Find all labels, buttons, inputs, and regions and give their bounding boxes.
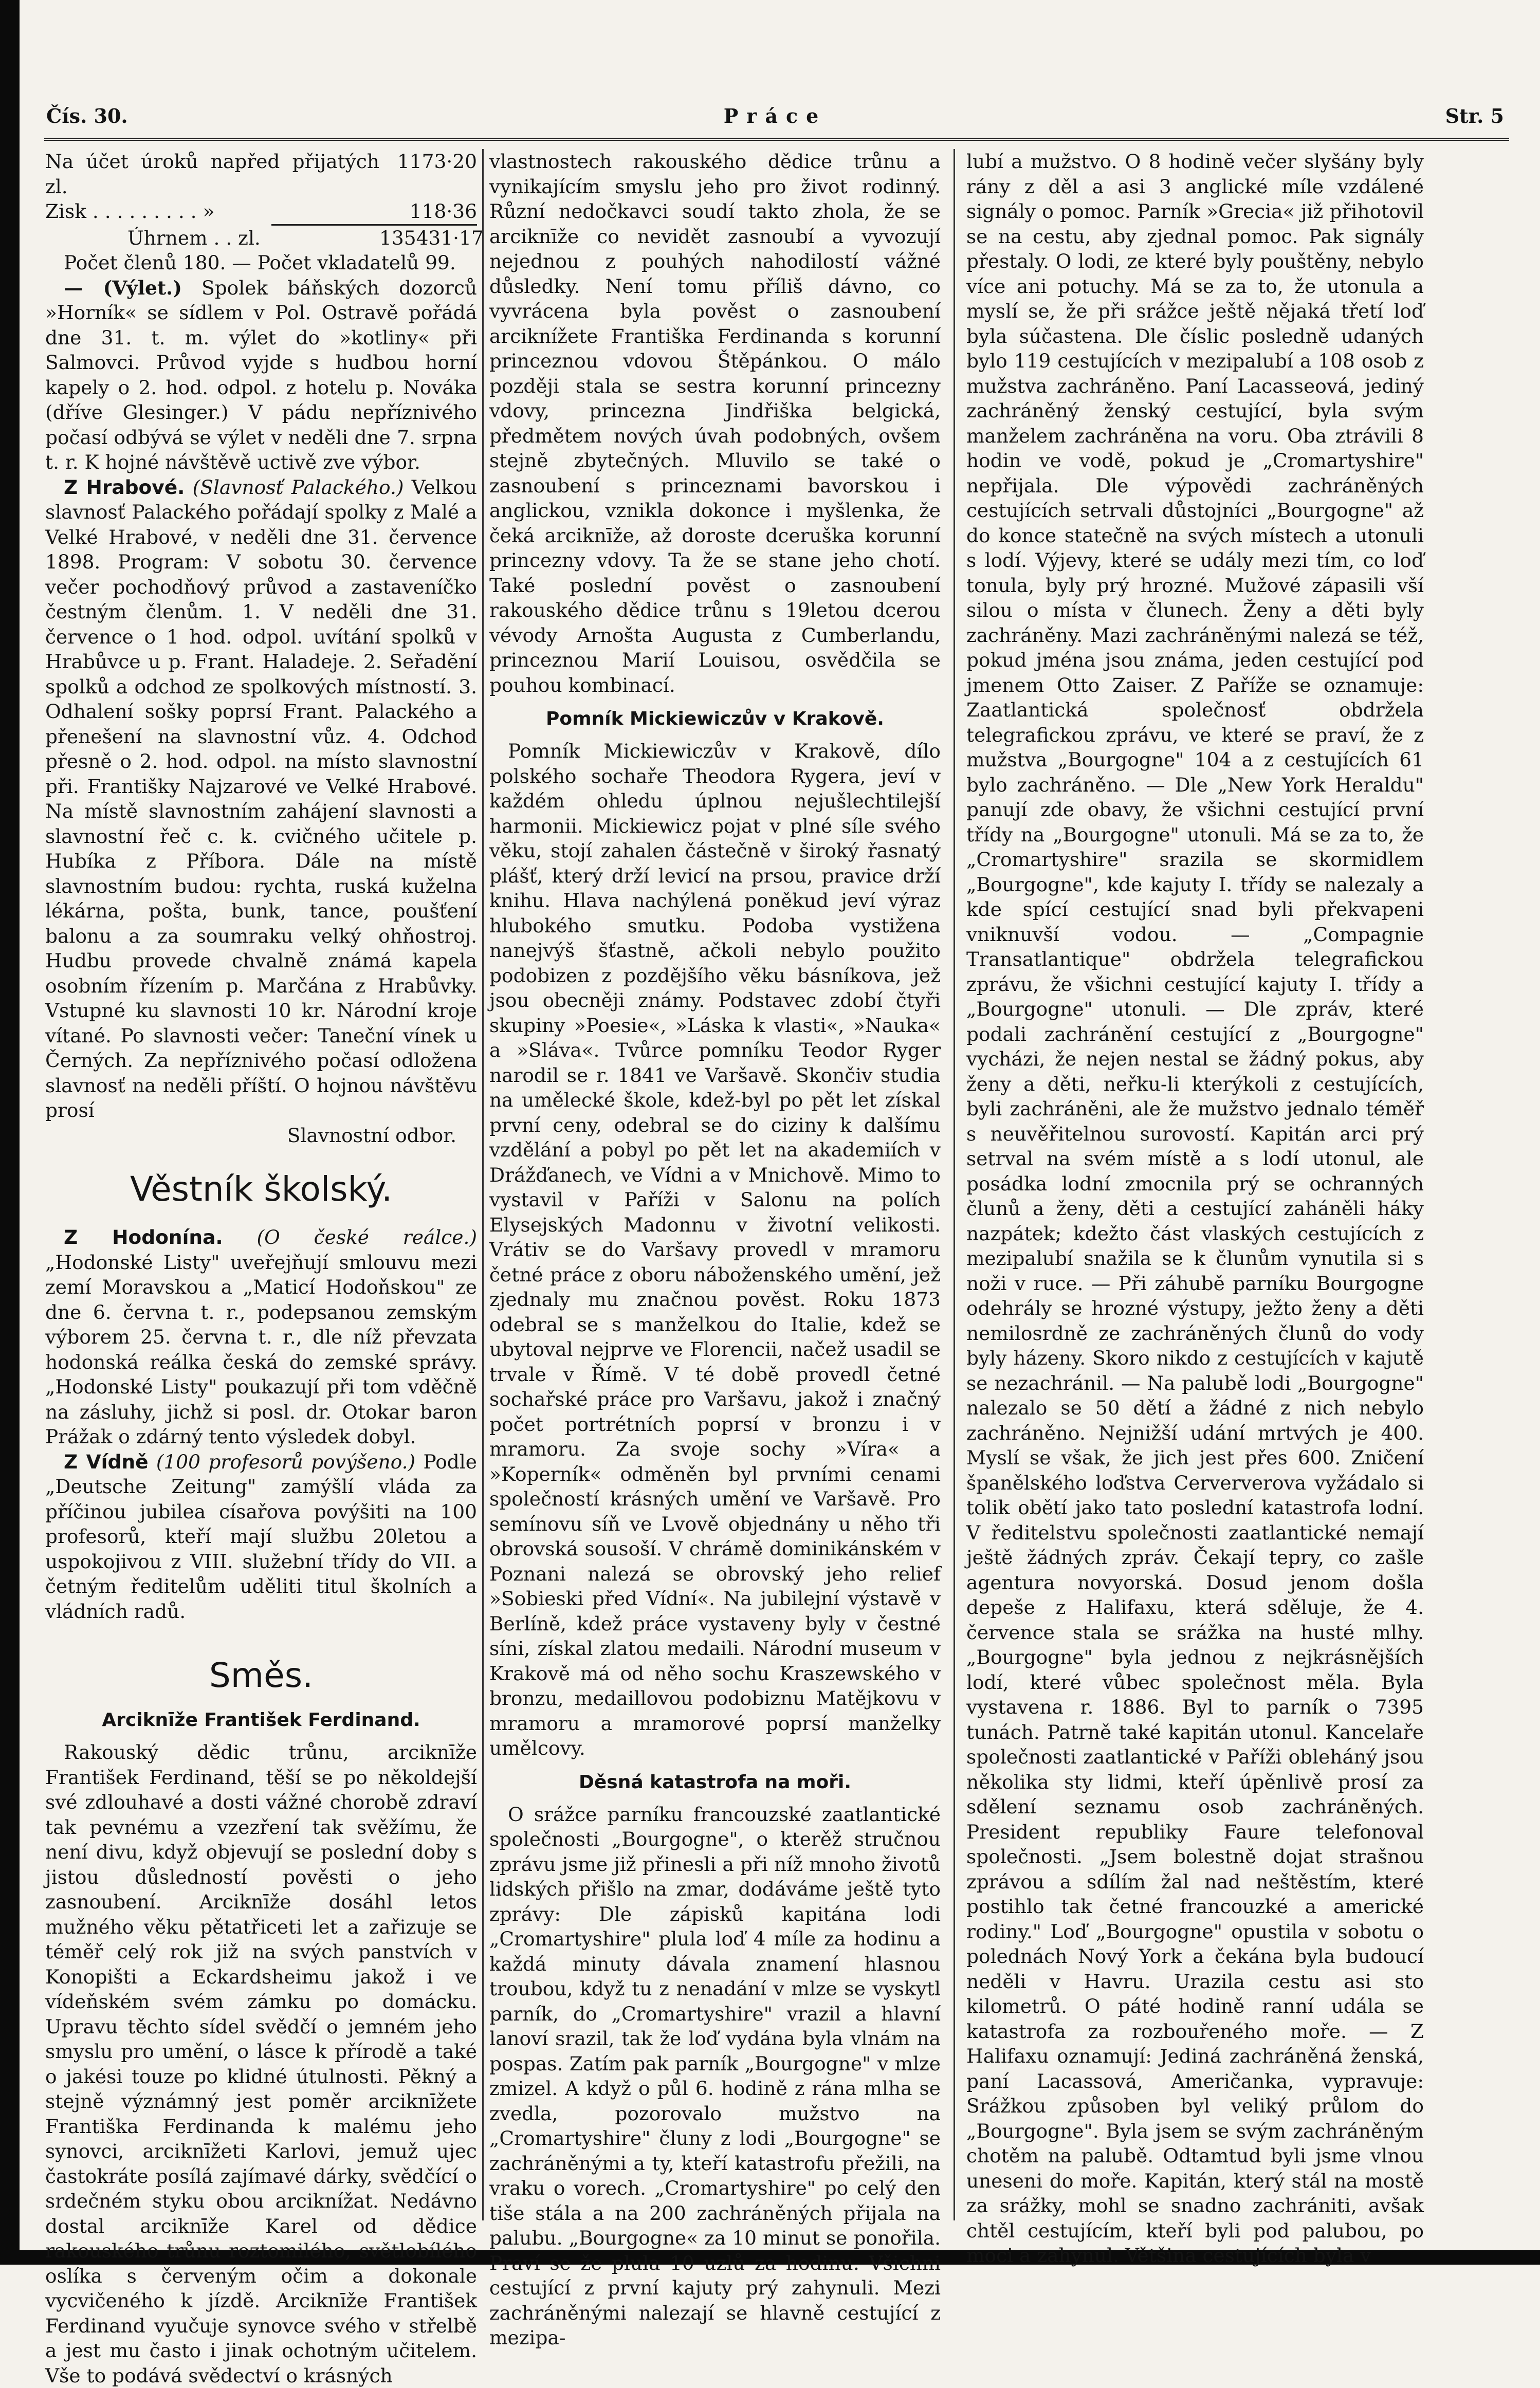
section-title: Směs. (209, 1656, 314, 1695)
header-rule (44, 138, 1509, 141)
paragraph: Počet členů 180. — Počet vkladatelů 99. (64, 251, 456, 274)
article-viden (45, 1449, 477, 1624)
article-subject: (100 profesorů povýšeno.) (148, 1450, 416, 1473)
dateline: Z Hrabové. (64, 475, 185, 499)
article-subject: (Slavnosť Palackého.) (185, 475, 404, 499)
newspaper-title: Práce (723, 104, 827, 127)
account-label: Zisk . . . . . . . . . » (45, 200, 215, 223)
article-text: Podle „Deutsche Zeitung" zamýšlí vláda za příčinou jubilea císařova povýšiti na 100 profesorů, kteří mají službu 20letou a uspokojivou z VIII. služební třídy do VII. a četným ředitelům uděliti titul školních a vládních radů. (45, 1450, 477, 1623)
article-subject: (O české reálce.) (223, 1226, 477, 1248)
account-value: 1173·20 (397, 150, 477, 173)
article-text: vlastnostech rakouského dědice trůnu a vynikajícím smyslu jeho pro život rodinný. Různí nedočkavci soudí takto zhola, že se arciknīže co nevidět zasnoubí a vyvozují nejednou z pouhých nahodilostí vážné důsledky. Není tomu příliš dávno, co vyvrácena byla pověst o zasnoubení arciknížete Františka Ferdinanda s korunní princeznou vdovou Štěpánkou. O málo později stala se sestra korunní princezny vdovy, princezna Jindřiška belgická, předmětem nových úvah podobných, ovšem stejně zbytečných. Mluvilo se také o zasnoubení s princeznami bavorskou i anglickou, vznikla dokonce i myšlenka, že čeká arciknīže, až doroste dceruška korunní princezny vdovy. Ta že se stane jeho chotí. Také poslední pověst o zasnoubení rakouského dědice trůnu s 19letou dcerou vévody Arnošta Augusta z Cumberlandu, princeznou Marií Louisou, osvědčila se pouhou kombinací. (489, 150, 941, 696)
column-divider (954, 149, 955, 2220)
article-title: Pomník Mickiewiczův v Krakově. (545, 708, 884, 729)
column-1 (45, 149, 484, 2387)
dateline: Z Hodonína. (64, 1226, 223, 1248)
article-text: „Hodonské Listy" uveřejňují smlouvu mezi zemí Moravskou a „Maticí Hodoňskou" ze dne 6. června t. r., podepsanou zemským výborem 25. června t. r., dle níž převzata hodonská reálka česká do zemské správy. „Hodonské Listy" poukazují při tom vděčně na zásluhy, jichž si posl. dr. Otokar baron Prážak o zdárný tento výsledek dobyl. (45, 1251, 477, 1448)
article-title: Arciknīže František Ferdinand. (102, 1710, 420, 1731)
article-text: lubí a mužstvo. O 8 hodině večer slyšány byly rány z děl a asi 3 anglické míle vzdálené signály o pomoc. Parník »Grecia« již přihotovil se na cestu, aby zjednal pomoc. Pak signály přestaly. O lodi, ze které byly pouštěny, nebylo více ani potuchy. Má se za to, že utonula a myslí se, že při srážce ještě nějaká třetí loď byla súčastena. Dle číslic posledně udaných bylo 119 cestujících v mezipalubí a 108 osob z mužstva zachráněno. Paní Lacasseová, jediný zachráněný ženský cestující, byla svým manželem zachráněna na voru. Oba ztrávili 8 hodin ve vodě, pokud je „Cromartyshire" nepřijala. Dle výpovědi zachráněných cestujících setrvali důstojníci „Bourgogne" až do konce statečně na svých místech a utonuli s lodí. Výjevy, které se udály mezi tím, co loď tonula, byly prý hrozné. Mužové zápasili vší silou o místa v člunech. Ženy a děti byly zachráněny. Mazi zachráněnými nalezá se též, pokud jména jsou známa, jeden cestující pod jmenem Otto Zaiser. Z Paříže se oznamuje: Zaatlantická společnosť obdržela telegrafickou zprávu, ve které se praví, že z mužstva „Bourgogne" 104 a z cestujících 61 bylo zachráněno. — Dle „New York Heraldu" panují zde obavy, že všichni cestující první třídy na „Bourgogne" utonuli. Má se za to, že „Cromartyshire" srazila se skormidlem „Bourgogne", kde kajuty I. třídy se nalezaly a kde spící cestující snad byli překvapeni vniknuvší vodou. — „Compagnie Transatlantique" obdržela telegrafickou zprávu, že všichni cestující kajuty I. třídy a „Bourgogne" utonuli. — Dle zpráv, které podali zachránění cestující z „Bourgogne" vycházi, že nejen nestal se žádný pokus, aby ženy a děti, neřku-li kterýkoli z cestujících, byli zachráněni, ale že mužstvo jednalo téměř s neuvěřitelnou surovostí. Kapitán arci prý setrval na svém místě a s lodí utonul, ale posádka lodní zmocnila prý se ochranných člunů a ženy, děti a cestující zaháněli háky nazpátek; kdežto část vlaských cestujících z mezipalubí snažila se k člunům vynutila si s noži v ruce. — Při záhubě parníku Bourgogne odehrály se hrozné výstupy, ježto ženy a děti nemilosrdně ze zachráněných člunů do vody byly házeny. Skoro nikdo z cestujících v kajutě se nezachránil. — Na palubě lodi „Bourgogne" nalezalo se 50 dětí a žádné z nich nebylo zachráněno. Nejnižší udání mrtvých je 400. Myslí se však, že jich jest přes 600. Zničení španělského loďstva Cerververova vyžádalo si tolik obětí jako tato poslední katastrofa lodní. V ředitelstvu společnosti zaatlantické nemají ještě žádných zpráv. Čekají tepry, co zašle agentura novyorská. Dosud jenom došla depeše z Halifaxu, která sděluje, že 4. července stala se srážka na husté mlhy. „Bourgogne" byla jednou z nejkrásnějších lodí, které vůbec společnost měla. Byla vystavena r. 1886. Byl to parník o 7395 tunách. Patrně také kapitán utonul. Kancelaře společnosti zaatlantické v Paříži obleháný jsou několika sty lidmi, kteří úpěnlivě prosí za sdělení seznamu osob zachráněných. President republiky Faure telefonoval společnosti. „Jsem bolestně dojat strašnou zprávou a sdílím žal nad neštěstím, které postihlo tak četné francouzké a americké rodiny." Loď „Bourgogne" opustila v sobotu o polednách Nový York a čekána byla budoucí neděli v Havru. Urazila cestu asi sto kilometrů. O páté hodině ranní udála se katastrofa za rozbouřeného moře. — Z Halifaxu oznamují: Jediná zachráněná ženská, paní Lacassová, Američanka, vypravuje: Srážkou způsoben byl veliký průlom do „Bourgogne". Byla jsem se svým zachráněným chotěm na palubě. Odtamtud byli jsme vlnou uneseni do moře. Kapitán, který stál na mostě za srážky, mohl se snadno zachrániti, avšak chtěl cestujícím, kteří byli pod palubou, po moci a zahynul. Většina cestujících byla v (966, 150, 1424, 2267)
account-row (45, 149, 477, 199)
article-text: Spolek báňských dozorců »Horník« se sídlem v Pol. Ostravě pořádá dne 31. t. m. výlet do »kotliny« při Salmovci. Průvod vyjde s hudbou horní kapely o 2. hod. odpol. z hotelu p. Nováka (dříve Glesinger.) V pádu nepříznivého počasí odbývá se výlet v neděli dne 7. srpna t. r. K hojné návštěvě uctivě zve výbor. (45, 276, 478, 473)
scan-border-left (0, 0, 20, 2265)
signature: Slavnostní odbor. (287, 1124, 456, 1147)
article-vylet (45, 275, 477, 475)
account-label: Na účet úroků napřed přijatých zl. (45, 150, 379, 198)
article-text: Velkou slavnosť Palackého pořádají spolky z Malé a Velké Hrabové, v neděli dne 31. července 1898. Program: V sobotu 30. července večer pochodňový průvod a zastaveníčko čestným členům. 1. V neděli dne 31. července o 1 hod. odpol. uvítání spolků v Hrabůvce u p. Frant. Haladeje. 2. Seřadění spolků a odchod ze spolkových místností. 3. Odhalení sošky poprsí Frant. Palackého a přenešení na slavnostní vůz. 4. Odchod přesně o 2. hod. odpol. na místo slavnostní při. Františky Najzarové ve Velké Hrabové. Na místě slavnostním zahájení slavnosti a slavnostní řeč c. k. cvičného učitele p. Hubíka z Příbora. Dále na místě slavnostním budou: rychta, ruská kuželna lékárna, pošta, bunk, tance, poušťení balonu a za soumraku velký ohňostroj. Hudbu provede chvalně známá kapela osobním řízením p. Marčána z Hrabůvky. Vstupné ku slavnosti 10 kr. Národní kroje vítané. Po slavnosti večer: Taneční vínek u Černých. Za nepříznivého počasí odložena slavnosť na neděli příští. O hojnou návštěvu prosí (45, 475, 477, 1122)
article-title: Děsná katastrofa na moři. (579, 1771, 851, 1793)
page-header (46, 100, 1504, 136)
article-text: Rakouský dědic trůnu, arciknīže František Ferdinand, těší se po několdejší své zdlouhavé a dosti vážné chorobě zdraví tak pevnému a vzezření tak svěžímu, že není divu, když objevují se poslední doby s jistou důsledností pověsti o jeho zasnoubení. Arciknīže dosáhl letos mužného věku pětatřiceti let a zařizuje se téměř celý rok již na svých panstvích v Konopišti a Eckardsheimu jakož i ve vídeňském svém zámku po domácku. Upravu těchto sídel svědčí o jemném jeho smyslu pro umění, o lásce k přírodě a také o jakési touze po klidné útulnosti. Pěkný a stejně význámný jest poměr arciknīžete Františka Ferdinanda k malému jeho synovci, arciknīžeti Karlovi, jemuž ujec častokráte posílá zajímavé dárky, svědčící o srdečném styku obou arciknížat. Nedávno dostal arciknīže Karel od dědice rakouského trůnu roztomilého, světlobílého oslíka s červeným očim a dokonale vycvičeného k jízdě. Arciknīže František Ferdinand vyučuje synovce svého v střelbě a jest mu často i jinak ochotným učitelem. Vše to podává svědectví o krásných (45, 1741, 477, 2387)
article-hrabova (45, 475, 477, 1123)
account-total-value: 135431·17 (379, 226, 484, 249)
column-2 (489, 149, 941, 2349)
account-total-row (45, 226, 484, 251)
account-statement (45, 149, 484, 250)
issue-number: Čís. 30. (46, 104, 128, 127)
page-number: Str. 5 (1445, 104, 1504, 127)
column-3 (966, 149, 1424, 2267)
article-text: O srážce parníku francouzské zaatlantické společnosti „Bourgogne", o kterěž stručnou zprávu jsme již přinesli a při níž mnoho životů lidských přišlo na zmar, dodáváme ještě tyto zprávy: Dle zápisků kapitána lodi „Cromartyshire" plula loď 4 míle za hodinu a každá minuty dávala znamení hlasnou troubou, když tu z nenadání v mlze se vyskytl parník, do „Cromartyshire" vrazil a hlavní lanoví srazil, tak že loď vydána byla vlnám na pospas. Zatím pak parník „Bourgogne" v mlze zmizel. A když o půl 6. hodině z rána mlha se zvedla, pozorovalo mužstvo na „Cromartyshire" čluny z lodi „Bourgogne" se zachráněnými a ty, kteří katastrofu přežili, na vraku o vorech. „Cromartyshire" po celý den tiše stála a na 200 zachráněných přijala na palubu. „Bourgogne« za 10 minut se ponořila. Praví se že plula 10 uzlů za hodinu. Všichni cestující z první kajuty prý zahynuli. Mezi zachráněnými nalezají se hlavně cestující z mezipa- (489, 1803, 941, 2349)
column-divider (482, 149, 484, 2220)
article-hodonin (45, 1225, 477, 1449)
account-value: 118·36 (409, 200, 477, 223)
article-lead: — (Výlet.) (64, 276, 182, 299)
account-total-label: Úhrnem . . zl. (127, 226, 261, 249)
section-title: Věstník školský. (130, 1169, 393, 1209)
dateline: Z Vídně (64, 1450, 149, 1473)
article-text: Pomník Mickiewiczův v Krakově, dílo polského sochaře Theodora Rygera, jeví v každém ohledu úplnou nejušlechtilejší harmonii. Mickiewicz pojat v plné síle svého věku, stojí zahalen částečně v široký řasnatý plášť, který drží levicí na prsou, pravice drží knihu. Hlava nachýlená poněkud jeví výraz hlubokého smutku. Podoba vystižena nanejvýš šťastně, ačkoli nebylo použito podobizen z pozdějšího věku básníkova, jež jsou obecněji známy. Podstavec zdobí čtyři skupiny »Poesie«, »Láska k vlasti«, »Nauka« a »Sláva«. Tvůrce pomníku Teodor Ryger narodil se r. 1841 ve Varšavě. Skončiv studia na umělecké škole, kdež-byl po pět let získal první ceny, odebral se do ciziny k dalšímu vzdělání a pobyl po pět let na akademiích v Drážďanech, ve Vídni a v Mnichově. Mimo to vystavil v Paříži v Salonu na polích Elysejských Madonnu v životní velikosti. Vrátiv se do Varšavy provedl v mramoru četné práce z oboru náboženského umění, jež zjednaly mu značnou pověst. Roku 1873 odebral se s manželkou do Italie, kdež se ubytoval nejprve ve Florencii, načež usadil se trvale v Římě. V té době provedl četné sochařské práce pro Varšavu, jakož i značný počet portrétních poprsí v bronzu i v mramoru. Za svoje sochy »Víra« a »Koperník« odměněn byl prvními cenami společností krásných umění ve Varšavě. Pro semínovu síň ve Lvově objednány u něho tři obrovská sousoší. V chrámě dominikánském v Poznani nalezá se obrovský jeho relief »Sobieski před Vídní«. Na jubilejní výstavě v Berlíně, kdež práce vystaveny byly v čestné síni, získal zlatou medaili. Národní museum v Krakově má od něho sochu Kraszewského v bronzu, medaillovou podobiznu Matějkovu v mramoru a mramorové poprsí manželky umělcovy. (489, 740, 941, 1759)
account-row (45, 199, 477, 224)
